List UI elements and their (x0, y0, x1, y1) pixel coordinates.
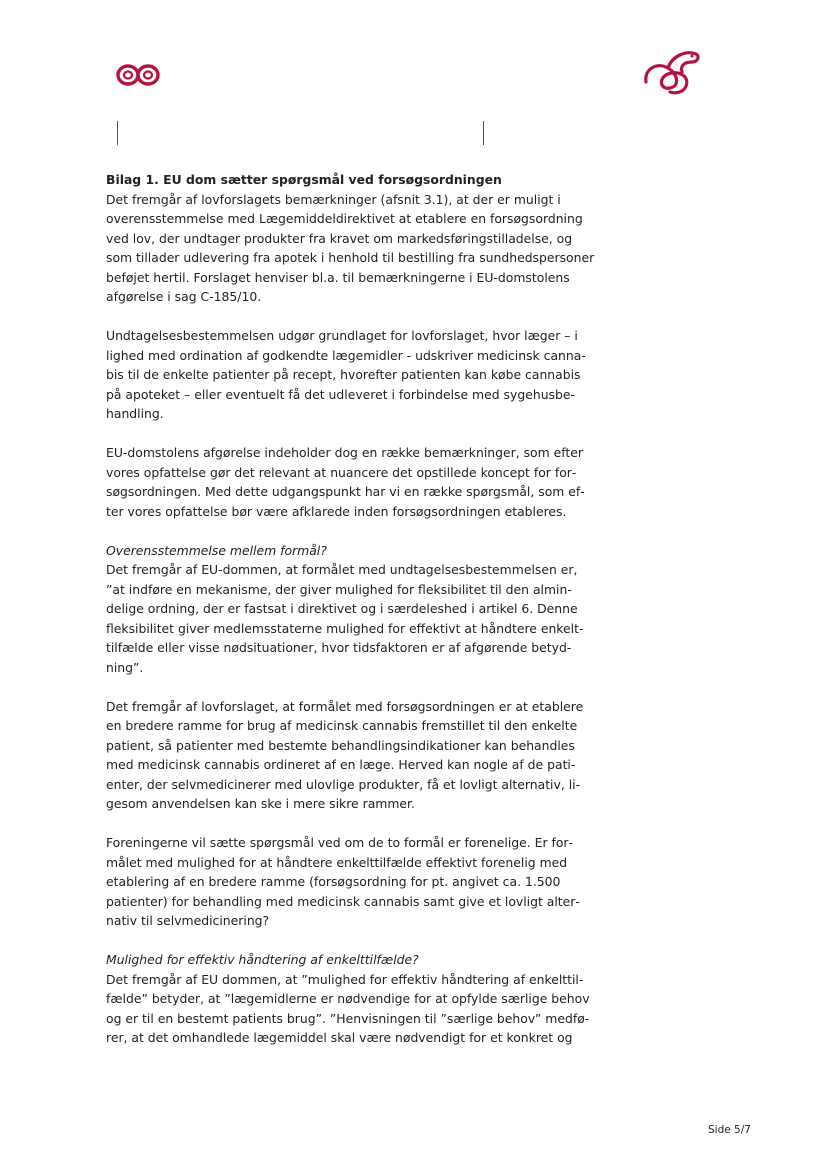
subheading-individual-cases: Mulighed for effektiv håndtering af enkelttilfælde? (106, 952, 419, 967)
subheading-purpose: Overensstemmelse mellem formål? (106, 542, 327, 558)
document-heading: Bilag 1. EU dom sætter spørgsmål ved forsøgsordningen (106, 172, 502, 187)
serpent-logo-icon (640, 46, 702, 98)
paragraph-3: EU-domstolens afgørelse indeholder dog en række bemærkninger, som efter vores opfattelse gør det relevant at nuancere det opstillede koncept for forsøgsordningen. Med dette udgangspunkt har vi en række spørgsmål, som efter vores opfattelse bør være afklarede inden forsøgsordningen etableres. (106, 445, 585, 519)
page-number: Side 5/7 (708, 1124, 751, 1136)
paragraph-4: Det fremgår af EU-dommen, at formålet med undtagelsesbestemmelsen er, ”at indføre en mekanisme, der giver mulighed for fleksibilitet til den almindelige ordning, der er fastsat i direktivet og i særdeleshed i artikel 6. Denne fleksibilitet giver medlemsstaterne mulighed for effektivt at håndtere enkelttilfælde eller visse nødsituationer, hvor tidsfaktoren er af afgørende betydning”. (106, 562, 584, 675)
header-rule-left (117, 121, 118, 145)
paragraph-2: Undtagelsesbestemmelsen udgør grundlaget for lovforslaget, hvor læger – i lighed med ordination af godkendte lægemidler - udskriver medicinsk cannabis til de enkelte patienter på recept, hvorefter patienten kan købe cannabis på apoteket – eller eventuelt få det udleveret i forbindelse med sygehusbehandling. (106, 328, 586, 421)
infinity-logo-icon (115, 62, 161, 88)
paragraph-6: Foreningerne vil sætte spørgsmål ved om de to formål er forenelige. Er formålet med mulighed for at håndtere enkelttilfælde effektivt forenelig med etablering af en bredere ramme (forsøgsordning for pt. angivet ca. 1.500 patienter) for behandling med medicinsk cannabis samt give et lovligt alternativ til selvmedicinering? (106, 835, 580, 928)
paragraph-7: Det fremgår af EU dommen, at ”mulighed for effektiv håndtering af enkelttilfælde” betyder, at ”lægemidlerne er nødvendige for at opfylde særlige behov og er til en bestemt patients brug”. ”Henvisningen til ”særlige behov” medfører, at det omhandlede lægemiddel skal være nødvendigt for et konkret og (106, 971, 590, 1045)
paragraph-1: Det fremgår af lovforslagets bemærkninger (afsnit 3.1), at der er muligt i overensstemmelse med Lægemiddeldirektivet at etablere en forsøgsordning ved lov, der undtager produkter fra kravet om markedsføringstilladelse, og som tillader udlevering fra apotek i henhold til bestilling fra sundhedspersoner beføjet hertil. Forslaget henviser bl.a. til bemærkningerne i EU-domstolens afgørelse i sag C-185/10. (106, 191, 595, 304)
document-body (106, 170, 596, 1048)
paragraph-5: Det fremgår af lovforslaget, at formålet med forsøgsordningen er at etablere en bredere ramme for brug af medicinsk cannabis fremstillet til den enkelte patient, så patienter med bestemte behandlingsindikationer kan behandles med medicinsk cannabis ordineret af en læge. Herved kan nogle af de patienter, der selvmedicinerer med ulovlige produkter, få et lovligt alternativ, ligesom anvendelsen kan ske i mere sikre rammer. (106, 698, 584, 811)
header-rule-right (483, 121, 484, 145)
